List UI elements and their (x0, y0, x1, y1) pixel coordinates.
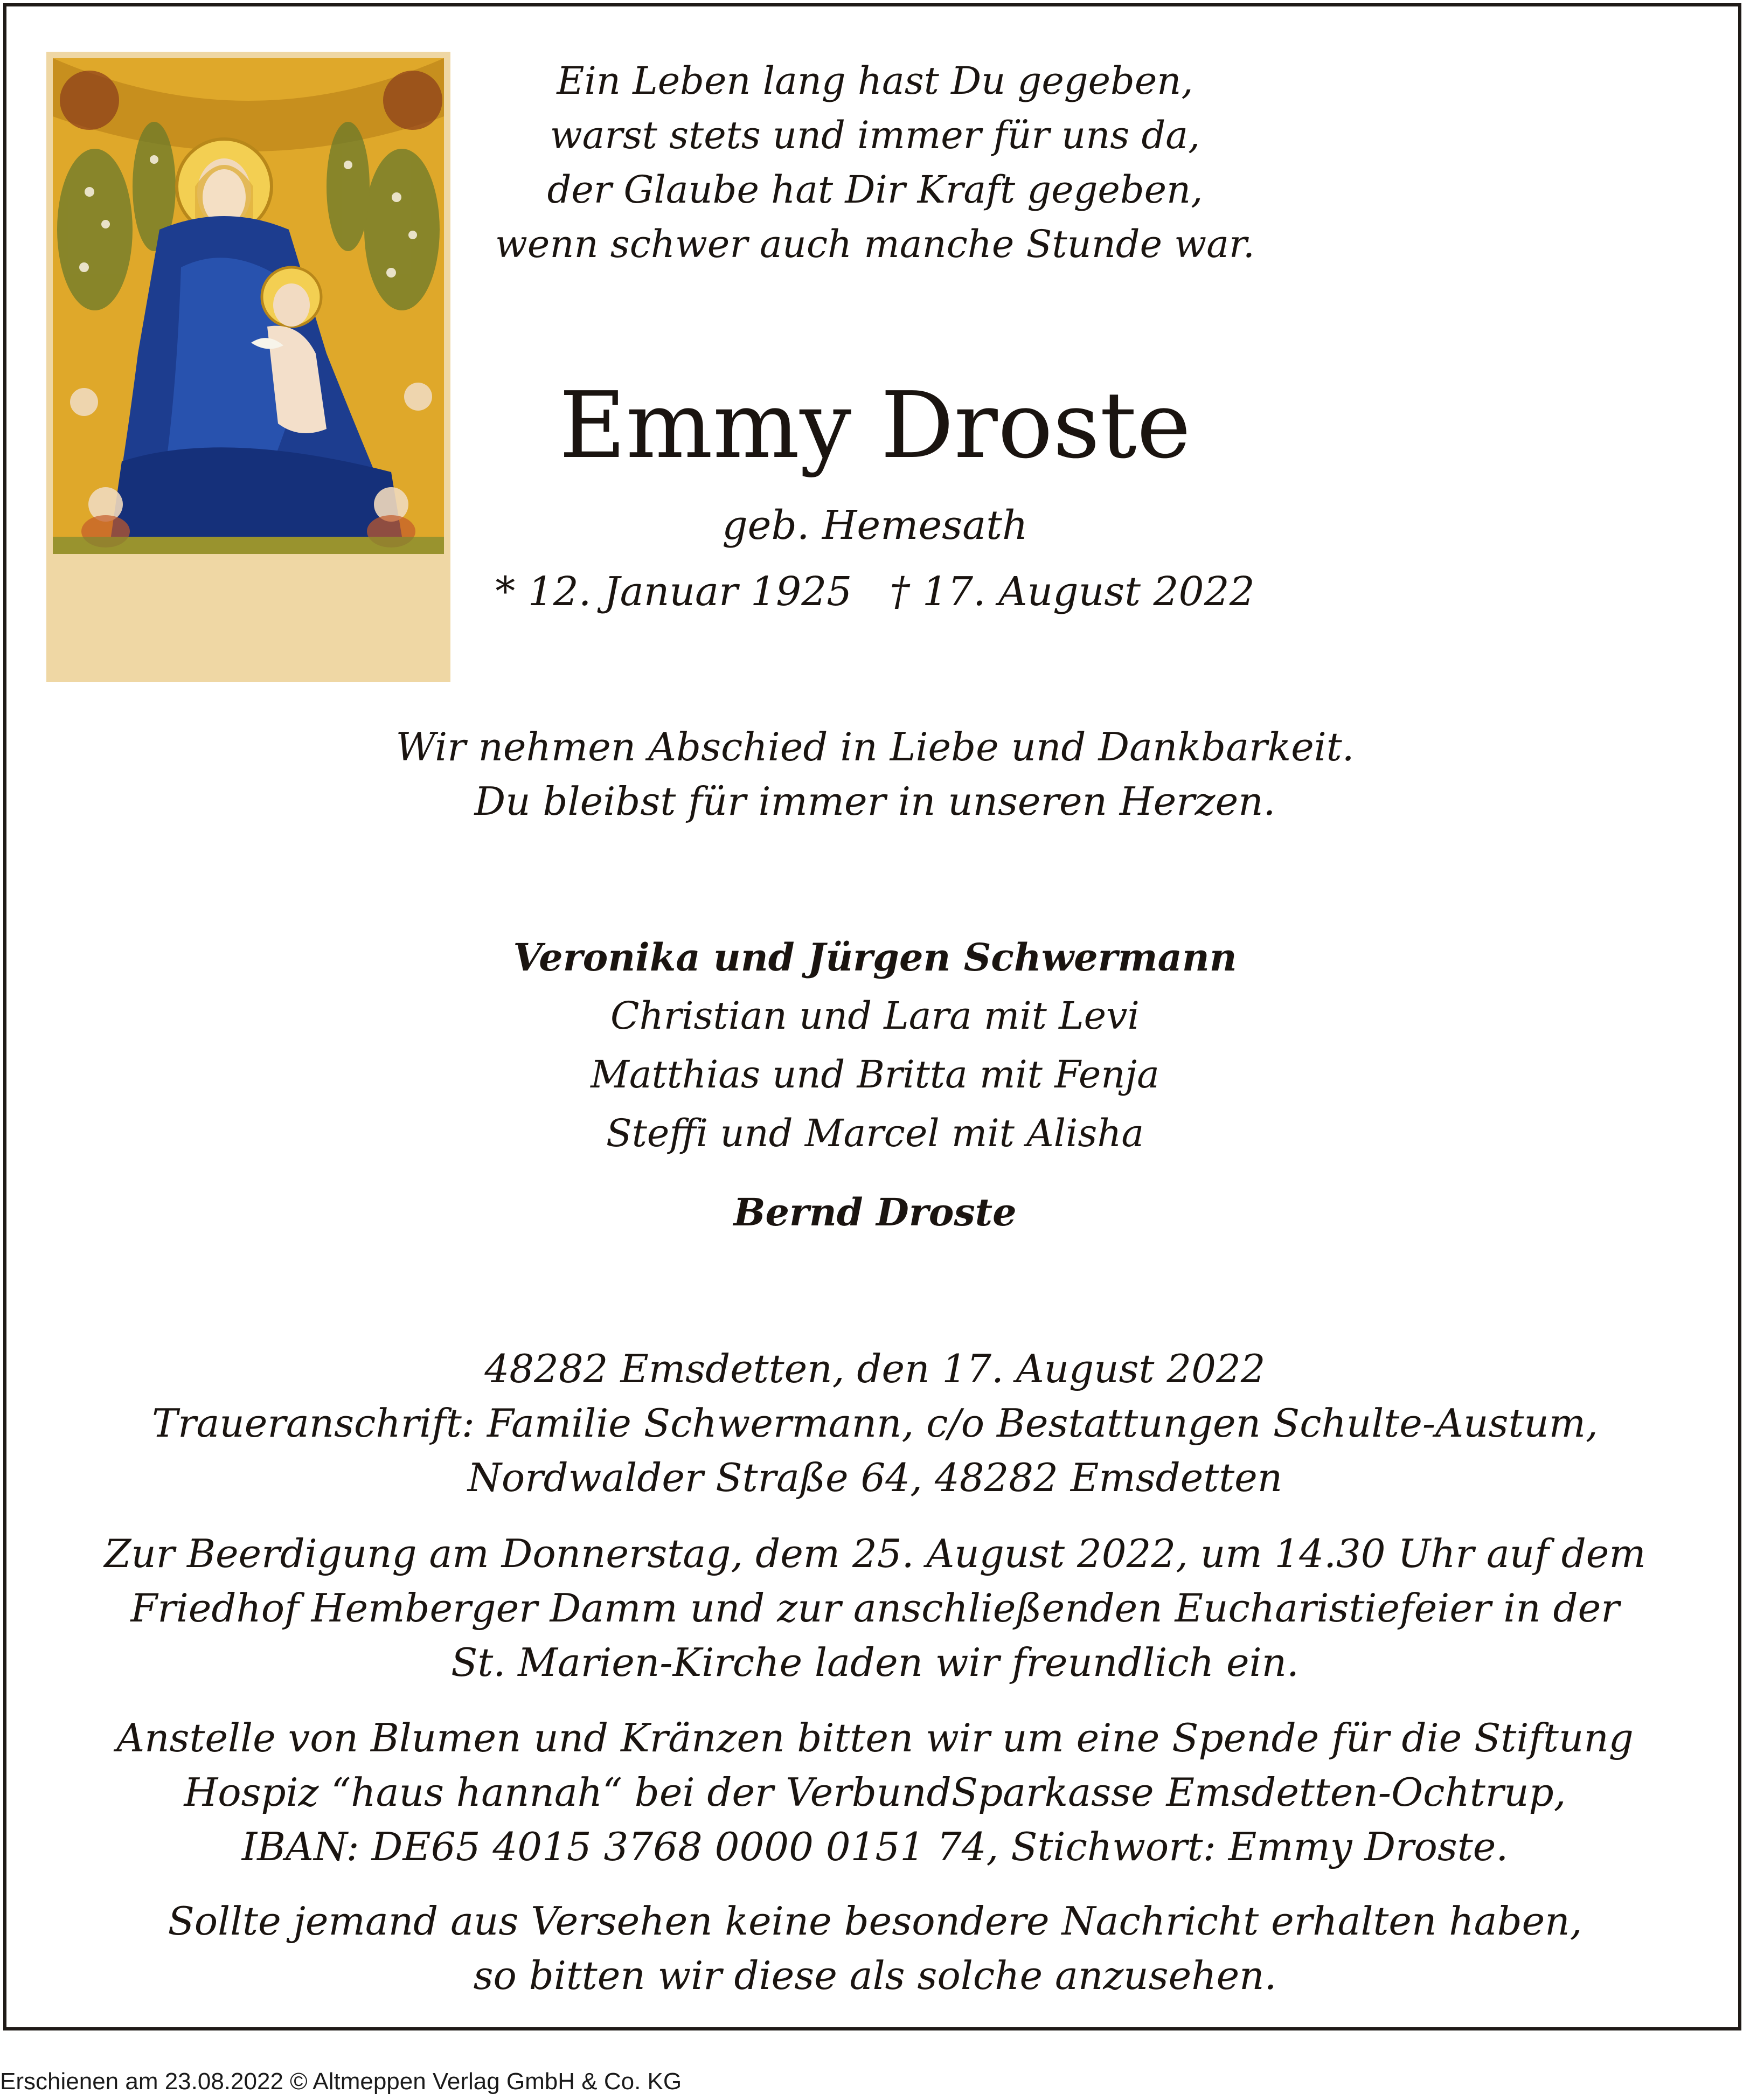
donation-line: Hospiz “haus hannah“ bei der VerbundSparkasse Emsdetten-Ochtrup, (184, 1770, 1566, 1815)
farewell-line: Du bleibst für immer in unseren Herzen. (474, 779, 1276, 824)
birth-date: * 12. Januar 1925 (495, 569, 852, 615)
publication-footer: Erschienen am 23.08.2022 © Altmeppen Verlag GmbH & Co. KG (0, 2068, 682, 2095)
funeral-line: St. Marien-Kirche laden wir freundlich ein. (451, 1640, 1299, 1685)
mourning-address (0, 1342, 1750, 1505)
family-member: Christian und Lara mit Levi (610, 994, 1140, 1038)
donation-line: IBAN: DE65 4015 3768 0000 0151 74, Stichwort: Emmy Droste. (241, 1824, 1509, 1869)
birth-name: geb. Hemesath (722, 502, 1028, 549)
funeral-info (0, 1527, 1750, 1690)
funeral-line: Zur Beerdigung am Donnerstag, dem 25. August 2022, um 14.30 Uhr auf dem (104, 1531, 1646, 1576)
family-second-head: Bernd Droste (733, 1190, 1017, 1235)
farewell-line: Wir nehmen Abschied in Liebe und Dankbarkeit. (395, 724, 1355, 770)
poem-line: der Glaube hat Dir Kraft gegeben, (547, 168, 1203, 212)
poem-line: wenn schwer auch manche Stunde war. (495, 222, 1255, 266)
address-line: Nordwalder Straße 64, 48282 Emsdetten (467, 1455, 1283, 1500)
notice-text (0, 1894, 1750, 2003)
family-member: Steffi und Marcel mit Alisha (606, 1111, 1144, 1155)
donation-line: Anstelle von Blumen und Kränzen bitten wir um eine Spende für die Stiftung (116, 1715, 1634, 1761)
donation-info (0, 1711, 1750, 1874)
address-line: Traueranschrift: Familie Schwermann, c/o Bestattungen Schulte-Austum, (152, 1401, 1598, 1446)
address-line: 48282 Emsdetten, den 17. August 2022 (484, 1346, 1266, 1391)
farewell-text (0, 720, 1750, 829)
funeral-line: Friedhof Hemberger Damm und zur anschließenden Eucharistiefeier in der (130, 1585, 1620, 1631)
deceased-name: Emmy Droste (559, 372, 1191, 479)
death-date: † 17. August 2022 (890, 569, 1255, 615)
poem (0, 54, 1750, 272)
family-list (0, 928, 1750, 1163)
life-dates (0, 565, 1750, 619)
poem-line: warst stets und immer für uns da, (550, 113, 1200, 157)
family-head: Veronika und Jürgen Schwermann (513, 935, 1237, 980)
poem-line: Ein Leben lang hast Du gegeben, (557, 59, 1193, 103)
notice-line: so bitten wir diese als solche anzusehen. (473, 1953, 1277, 1998)
family-member: Matthias und Britta mit Fenja (591, 1052, 1159, 1097)
notice-line: Sollte jemand aus Versehen keine besondere Nachricht erhalten haben, (168, 1898, 1582, 1944)
